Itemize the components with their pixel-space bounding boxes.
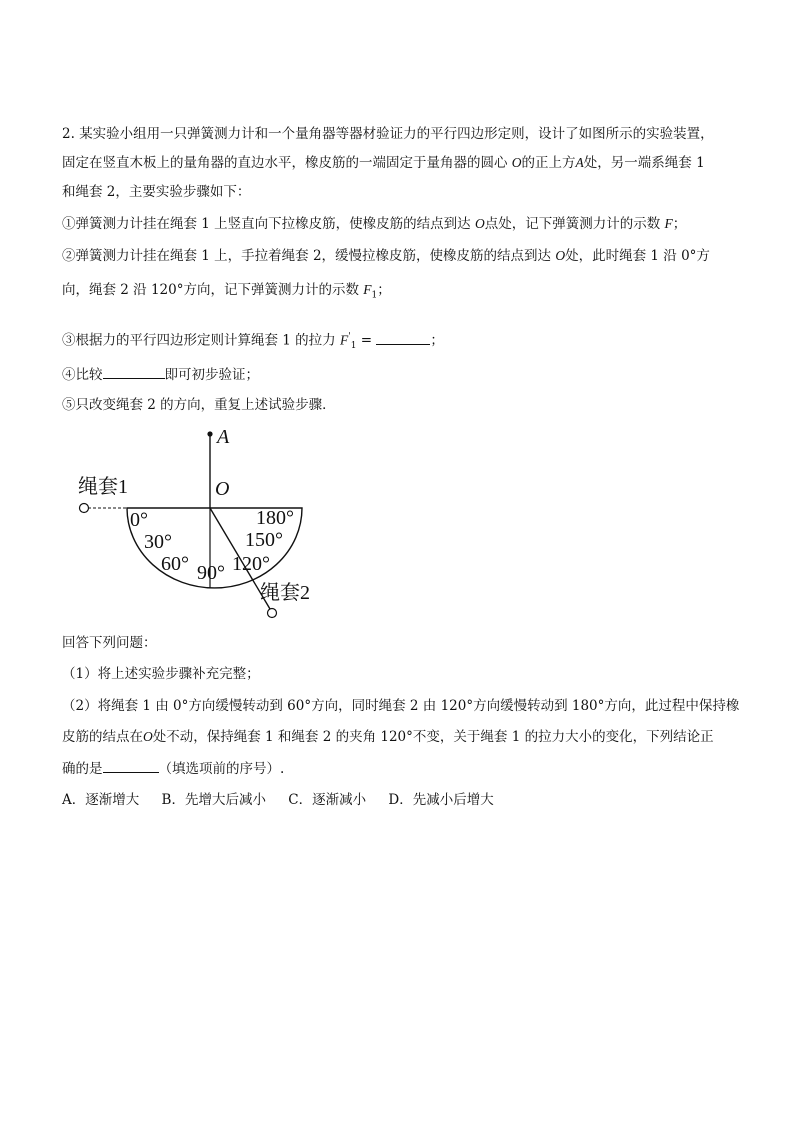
angle-120: 120° [232,553,270,575]
step-1 [62,214,686,234]
label-rope-2: 绳套2 [260,582,310,604]
point-o-ref: O [143,729,153,744]
q2-text-a: （2）将绳套 1 由 0°方向缓慢转动到 60°方向，同时绳套 2 由 120°方向缓慢转动到 180°方向，此过程中保持橡 [62,698,740,714]
sub-question-2-cont [62,727,714,747]
label-a: A [217,426,230,448]
step4-text-a: ④比较 [62,367,103,383]
answer-prompt-text: 回答下列问题： [62,635,157,651]
angle-0: 0° [130,509,148,531]
step4-text-b: 即可初步验证； [164,367,259,383]
prime-mark: ' [348,332,351,342]
step2-text-d: 向，绳套 2 沿 120°方向，记下弹簧测力计的示数 [62,282,359,298]
q2-text-b1: 皮筋的结点在 [62,729,143,745]
option-c[interactable]: C．逐渐减小 [288,792,367,808]
sub-question-2-end [62,758,284,779]
step1-text-a: ①弹簧测力计挂在绳套 1 上竖直向下拉橡皮筋，使橡皮筋的结点到达 [62,216,471,232]
step-4 [62,364,259,385]
step-2 [62,246,710,266]
point-o-ref: O [511,155,522,170]
step3-text-f: ； [430,332,444,349]
angle-150: 150° [245,529,283,551]
rope-1-ring [80,504,89,513]
step1-text-c: 点处，记下弹簧测力计的示数 [484,216,661,232]
option-d[interactable]: D．先减小后增大 [388,792,494,808]
point-o-ref: O [555,248,566,263]
step-5 [62,395,336,415]
force-f1: F [363,282,372,297]
step1-text-e: ； [672,216,687,232]
step2-text-g: ； [377,282,391,298]
point-a-ref: A [575,155,584,170]
step2-text-a: ②弹簧测力计挂在绳套 1 上，手拉着绳套 2，缓慢拉橡皮筋，使橡皮筋的结点到达 [62,248,552,264]
intro-text-2c: 的正上方 [521,155,576,171]
step5-text: ⑤只改变绳套 2 的方向，重复上述试验步骤． [62,397,336,413]
intro-text-3: 和绳套 2，主要实验步骤如下： [62,184,251,200]
point-o-ref: O [474,216,485,231]
answer-prompt [62,633,157,653]
angle-60: 60° [161,553,189,575]
step2-text-c: 处，此时绳套 1 沿 0°方 [565,248,710,264]
angle-180: 180° [256,507,294,529]
intro-line-3 [62,182,250,202]
label-o: O [215,478,230,500]
q2-text-b3: 处不动，保持绳套 1 和绳套 2 的夹角 120°不变，关于绳套 1 的拉力大小的变化，下列结论正 [152,729,714,745]
q2-text-c1: 确的是 [62,761,103,777]
label-rope-1: 绳套1 [78,476,128,498]
step-2-cont [62,280,391,306]
option-b[interactable]: B．先增大后减小 [161,792,266,808]
point-a-dot [207,431,212,436]
intro-line-2 [62,153,705,173]
intro-text-2e: 处，另一端系绳套 1 [583,155,705,171]
intro-line-1 [62,124,714,144]
option-a[interactable]: A．逐渐增大 [62,792,140,808]
intro-text-2a: 固定在竖直木板上的量角器的直边水平，橡皮筋的一端固定于量角器的圆心 [62,155,508,171]
protractor-diagram [70,426,340,626]
q1-text: （1）将上述实验步骤补充完整； [62,666,260,682]
options-row [62,790,512,810]
equals-sign: = [356,332,377,349]
answer-blank-2[interactable] [103,364,165,379]
rope-2-ring [268,609,277,618]
answer-blank-1[interactable] [376,330,430,345]
step3-text-a: ③根据力的平行四边形定则计算绳套 1 的拉力 [62,332,336,349]
step-3 [62,327,444,356]
q2-text-c2: （填选项前的序号）. [158,761,285,777]
force-f1-prime: F [339,332,349,348]
force-f: F [664,216,673,231]
angle-30: 30° [144,531,172,553]
sub-question-1 [62,664,260,684]
subscript-1: 1 [350,341,357,352]
answer-blank-3[interactable] [103,758,159,773]
subscript-1: 1 [371,290,378,301]
question-number: 2. [62,126,75,142]
angle-90: 90° [197,562,225,584]
intro-text-1: 某实验小组用一只弹簧测力计和一个量角器等器材验证力的平行四边形定则，设计了如图所示的实验装置， [79,126,714,142]
sub-question-2 [62,696,739,716]
